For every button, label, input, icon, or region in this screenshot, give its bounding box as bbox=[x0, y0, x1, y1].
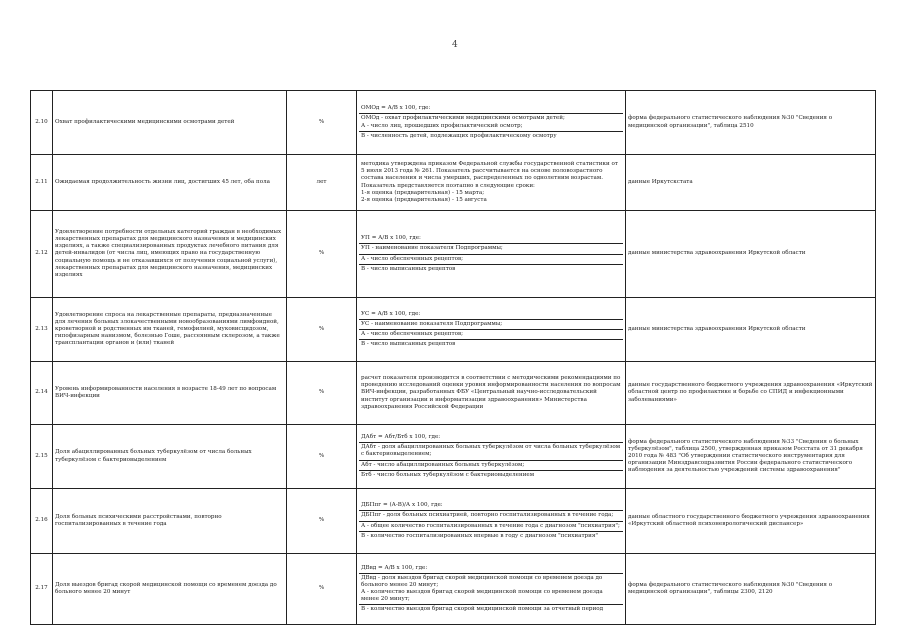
data-source: данные Иркутскстата bbox=[626, 155, 876, 211]
formula-line: ДБПпг - доля больных психиатрией, повторно госпитализированных в течение года; bbox=[359, 510, 623, 520]
data-source: данные областного государственного бюджетного учреждения здравоохранения «Иркутский областной психоневрологический диспансер» bbox=[626, 489, 876, 554]
row-number: 2.14 bbox=[31, 362, 53, 425]
row-number: 2.17 bbox=[31, 554, 53, 625]
formula-line: УП = А/В х 100, где: bbox=[361, 235, 421, 242]
formula-line: ДБПпг = (А-В)/А х 100, где: bbox=[361, 502, 443, 509]
unit-of-measure: % bbox=[287, 211, 357, 298]
unit-of-measure: лет bbox=[287, 155, 357, 211]
calculation-formula bbox=[357, 91, 626, 155]
indicator-name: Доля выездов бригад скорой медицинской помощи со временем доезда до больного менее 20 минут bbox=[53, 554, 287, 625]
formula-line: В - количество госпитализированных впервые в году с диагнозом "психиатрия" bbox=[359, 531, 623, 541]
formula-line: расчет показателя производится в соответствии с методическими рекомендациями по проведению исследований оценки уровня информированности населения по вопросам ВИЧ-инфекции, разработанных ФБУ «Центральный научно-исследовательский институт организации и информатизации здравоохранения» Министерства здравоохранения Российской Федерации bbox=[361, 375, 621, 410]
formula-line: А - число обеспеченных рецептов; bbox=[359, 254, 623, 264]
data-source: форма федерального статистического наблюдения №30 "Сведения о медицинской организации", таблица 2510 bbox=[626, 91, 876, 155]
calculation-formula bbox=[357, 554, 626, 625]
formula-line: ДАбт = Абт/Бтб х 100, где: bbox=[361, 434, 441, 441]
unit-of-measure: % bbox=[287, 554, 357, 625]
unit-of-measure: % bbox=[287, 91, 357, 155]
table-row bbox=[31, 425, 876, 489]
indicator-name: Удовлетворение спроса на лекарственные препараты, предназначенные для лечения больных злокачественными новообразованиями лимфоидной, кроветворной и родственных им тканей, гемофилией, муковисцидозом, гипофизарным нанизмом, болезнью Гоше, рассеянным склерозом, а также трансплантации органов и (или) тканей bbox=[53, 298, 287, 362]
row-number: 2.12 bbox=[31, 211, 53, 298]
table-row bbox=[31, 155, 876, 211]
row-number: 2.13 bbox=[31, 298, 53, 362]
indicator-name: Доля абациллированных больных туберкулёзом от числа больных туберкулёзом с бактериовыделением bbox=[53, 425, 287, 489]
table-row bbox=[31, 91, 876, 155]
row-number: 2.11 bbox=[31, 155, 53, 211]
formula-line: методика утверждена приказом Федеральной службы государственной статистики от 5 июля 2013 года № 261. Показатель рассчитывается на основе половозрастного состава населения и числа умерших, распределенных по однолетним возрастам. Показатель представляется поэтапно в следующие сроки: 1-я оценка (предварительная) - 15 марта; 2-я оценка (предварительная) - 15 августа bbox=[361, 161, 618, 203]
calculation-formula bbox=[357, 489, 626, 554]
row-number: 2.10 bbox=[31, 91, 53, 155]
calculation-formula bbox=[357, 211, 626, 298]
row-number: 2.15 bbox=[31, 425, 53, 489]
formula-line: ДВвд - доля выездов бригад скорой медицинской помощи со временем доезда до больного менее 20 минут; А - количество выездов бригад скорой медицинской помощи со временем доезда менее 20 минут; bbox=[359, 573, 623, 605]
indicator-name: Уровень информированности населения в возрасте 18-49 лет по вопросам ВИЧ-инфекции bbox=[53, 362, 287, 425]
formula-line: ОМОд - охват профилактическими медицинскими осмотрами детей; А - число лиц, прошедших профилактический осмотр; bbox=[359, 113, 623, 130]
unit-of-measure: % bbox=[287, 298, 357, 362]
formula-line: ДАбт - доля абациллированных больных туберкулёзом от числа больных туберкулёзом с бактериовыделением; bbox=[359, 442, 623, 459]
indicators-table bbox=[30, 90, 876, 625]
table-row bbox=[31, 554, 876, 625]
formula-line: В - количество выездов бригад скорой медицинской помощи за отчетный период bbox=[359, 604, 623, 614]
page-number-mark: 4 bbox=[452, 40, 458, 50]
formula-line: УС = А/В х 100, где: bbox=[361, 310, 421, 317]
unit-of-measure: % bbox=[287, 425, 357, 489]
indicator-name: Ожидаемая продолжительность жизни лиц, достигших 45 лет, оба пола bbox=[53, 155, 287, 211]
formula-line: УП - наименование показателя Подпрограммы; bbox=[359, 243, 623, 253]
formula-line: А - общее количество госпитализированных в течение года с диагнозом "психиатрия"; bbox=[359, 521, 623, 531]
indicator-name: Доля больных психическими расстройствами, повторно госпитализированных в течение года bbox=[53, 489, 287, 554]
formula-line: Бтб - число больных туберкулёзом с бактериовыделением bbox=[359, 470, 623, 480]
formula-line: В - число выписанных рецептов bbox=[359, 339, 623, 349]
calculation-formula bbox=[357, 425, 626, 489]
data-source: данные министерства здравоохранения Иркутской области bbox=[626, 211, 876, 298]
unit-of-measure: % bbox=[287, 489, 357, 554]
table-row bbox=[31, 362, 876, 425]
calculation-formula bbox=[357, 362, 626, 425]
row-number: 2.16 bbox=[31, 489, 53, 554]
data-source: форма федерального статистического наблюдения №30 "Сведения о медицинской организации", таблицы 2300, 2120 bbox=[626, 554, 876, 625]
indicator-name: Охват профилактическими медицинскими осмотрами детей bbox=[53, 91, 287, 155]
indicator-name: Удовлетворение потребности отдельных категорий граждан в необходимых лекарственных препаратах для медицинского назначения и медицинских изделиях, а также специализированных продуктах лечебного питания для детей-инвалидов (от числа лиц, имеющих право на государственную социальную помощь и не отказавшихся от получения социальной услуги), лекарственных препаратах для медицинского назначения, медицинских изделиях bbox=[53, 211, 287, 298]
table-row bbox=[31, 489, 876, 554]
data-source: данные министерства здравоохранения Иркутской области bbox=[626, 298, 876, 362]
data-source: данные государственного бюджетного учреждения здравоохранения «Иркутский областной центр по профилактике и борьбе со СПИД и инфекционными заболеваниями» bbox=[626, 362, 876, 425]
table-row bbox=[31, 298, 876, 362]
calculation-formula bbox=[357, 155, 626, 211]
formula-line: Абт - число абациллированных больных туберкулёзом; bbox=[359, 460, 623, 470]
formula-line: ОМОд = А/В х 100, где: bbox=[361, 105, 431, 112]
formula-line: УС - наименование показателя Подпрограммы; bbox=[359, 319, 623, 329]
unit-of-measure: % bbox=[287, 362, 357, 425]
table-row bbox=[31, 211, 876, 298]
formula-line: ДВвд = А/В х 100, где: bbox=[361, 564, 428, 571]
data-source: форма федерального статистического наблюдения №33 "Сведения о больных туберкулёзом", таблица 2500, утвержденная приказом Росстата от 31 декабря 2010 года № 483 "Об утверждении статистического инструментария для организации Минздравсоцразвития России федерального статистического наблюдения за деятельностью учреждений системы здравоохранения" bbox=[626, 425, 876, 489]
formula-line: В - численность детей, подлежащих профилактическому осмотру bbox=[359, 131, 623, 141]
calculation-formula bbox=[357, 298, 626, 362]
formula-line: А - число обеспеченных рецептов; bbox=[359, 329, 623, 339]
formula-line: В - число выписанных рецептов bbox=[359, 264, 623, 274]
